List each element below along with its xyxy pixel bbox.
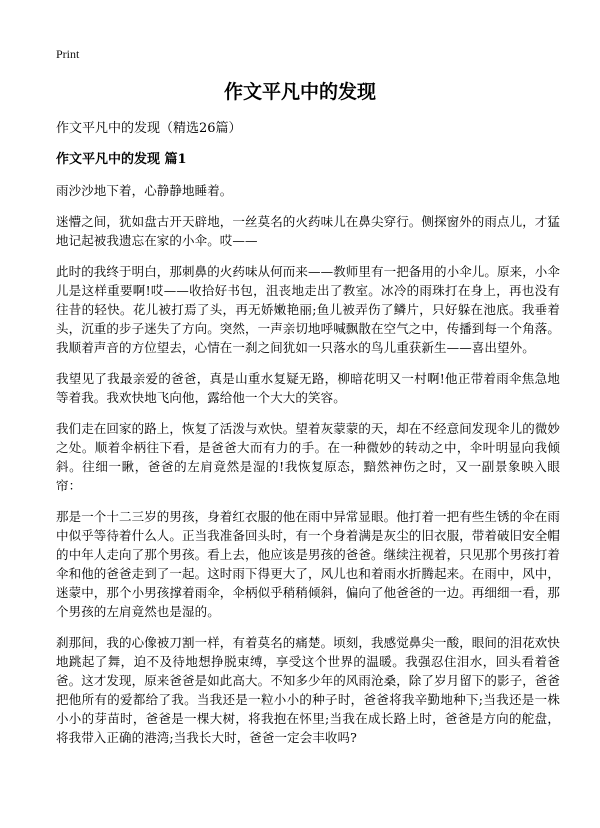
document-subtitle: 作文平凡中的发现（精选26篇）: [56, 121, 242, 136]
document-title: 作文平凡中的发现: [223, 81, 376, 103]
paragraph: 刹那间，我的心像被刀割一样，有着莫名的痛楚。顷刻，我感觉鼻尖一酸，眼间的泪花欢快地跳起了舞，迫不及待地想挣脱束缚，享受这个世界的温暖。我强忍住泪水，回头看着爸爸。这才发现，原来爸爸是如此高大。不知多少年的风雨沧桑，除了岁月留下的影子，爸爸把他所有的爱都给了我。当我还是一粒小小的种子时，爸爸将我辛勤地种下;当我还是一株小小的芽苗时，爸爸是一棵大树，将我抱在怀里;当我在成长路上时，爸爸是方向的舵盘，将我带入正确的港湾;当我长大时，爸爸一定会丰收吗?: [56, 635, 561, 745]
section-heading: 作文平凡中的发现 篇1: [56, 152, 187, 167]
print-link[interactable]: Print: [56, 47, 80, 61]
paragraph: 此时的我终于明白，那刺鼻的火药味从何而来——教师里有一把备用的小伞儿。原来，小伞儿是这样重要啊!哎——收拾好书包，沮丧地走出了教室。冰冷的雨珠打在身上，再也没有往昔的轻快。花儿被打焉了头，再无娇嫩艳丽;鱼儿被弄伤了鳞片，只好躲在池底。我垂着头，沉重的步子迷失了方向。突然，一声亲切地呼喊飘散在空气之中，传播到每一个角落。我顺着声音的方位望去，心情在一刹之间犹如一只落水的鸟儿重获新生——喜出望外。: [56, 264, 561, 355]
paragraph: 雨沙沙地下着，心静静地睡着。: [56, 183, 233, 198]
paragraph: 迷懵之间，犹如盘古开天辟地，一丝莫名的火药味儿在鼻尖穿行。侧探窗外的雨点儿，才猛地记起被我遗忘在家的小伞。哎——: [56, 214, 561, 248]
paragraph: 那是一个十二三岁的男孩，身着红衣服的他在雨中异常显眼。他打着一把有些生锈的伞在雨中似乎等待着什么人。正当我准备回头时，有一个身着满是灰尘的旧衣服，带着破旧安全帽的中年人走向了那个男孩。看上去，他应该是男孩的爸爸。继续注视着，只见那个男孩打着伞和他的爸爸走到了一起。这时雨下得更大了，风儿也和着雨水折腾起来。在雨中，风中，迷蒙中，那个小男孩撑着雨伞，伞柄似乎稍稍倾斜，偏向了他爸爸的一边。再细细一看，那个男孩的左肩竟然也是湿的。: [56, 509, 561, 619]
paragraph: 我望见了我最亲爱的爸爸，真是山重水复疑无路，柳暗花明又一村啊!他正带着雨伞焦急地等着我。我欢快地飞向他，露给他一个大大的笑容。: [56, 371, 560, 405]
paragraph: 我们走在回家的路上，恢复了活泼与欢快。望着灰蒙蒙的天，却在不经意间发现伞儿的微妙之处。顺着伞柄往下看，是爸爸大而有力的手。在一种微妙的转动之中，伞叶明显向我倾斜。往细一瞅，爸爸的左肩竟然是湿的!我恢复原态，黯然神伤之时，又一副景象映入眼帘：: [56, 421, 561, 493]
article-body: [56, 181, 560, 759]
